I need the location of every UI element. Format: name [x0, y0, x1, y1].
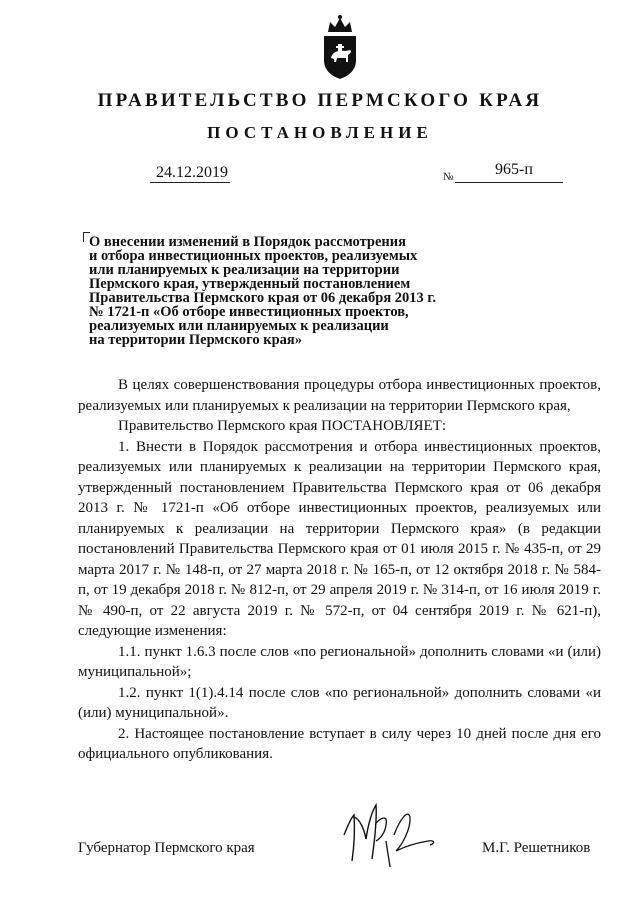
preamble-paragraph: В целях совершенствования процедуры отбора инвестиционных проектов, реализуемых или планируемых к реализации на территории Пермского края, [78, 377, 601, 414]
coat-of-arms-icon [318, 14, 362, 80]
document-number: 965-п [495, 161, 533, 178]
clause-1-paragraph: 1. Внести в Порядок рассмотрения и отбора инвестиционных проектов, реализуемых или планируемых к реализации на территории Пермского края, утвержденный постановлением Правительства Пермского края от 06 декабря 2013 г. № 1721-п «Об отборе инвестиционных проектов, реализуемых или планируемых к реализации на территории Пермского края» (в редакции постановлений Правительства Пермского края от 01 июля 2015 г. № 435-п, от 29 марта 2017 г. № 148-п, от 27 марта 2018 г. № 165-п, от 12 октября 2018 г. № 584-п, от 19 декабря 2018 г. № 812-п, от 29 апреля 2019 г. № 314-п, от 16 июля 2019 г. № 490-п, от 22 августа 2019 г. № 572-п, от 04 сентября 2019 г. № 621-п), следующие изменения: [78, 438, 601, 639]
government-title: ПРАВИТЕЛЬСТВО ПЕРМСКОГО КРАЯ [97, 90, 543, 111]
subject-line: и отбора инвестиционных проектов, реализуемых [89, 248, 418, 264]
document-subject [89, 235, 489, 347]
signer-name: М.Г. Решетников [482, 840, 591, 856]
document-date: 24.12.2019 [156, 164, 228, 181]
document-type: ПОСТАНОВЛЕНИЕ [207, 123, 433, 142]
subject-line: О внесении изменений в Порядок рассмотрения [89, 234, 406, 250]
clause-1-2-paragraph: 1.2. пункт 1(1).4.14 после слов «по региональной» дополнить словами «и (или) муниципальной». [78, 684, 601, 721]
document-body [78, 375, 601, 765]
date-underline [150, 182, 230, 183]
subject-line: Правительства Пермского края от 06 декабря 2013 г. [89, 290, 436, 306]
subject-line: № 1721-п «Об отборе инвестиционных проектов, [89, 304, 409, 320]
signer-position: Губернатор Пермского края [78, 840, 255, 856]
handwritten-signature-icon [330, 795, 450, 870]
subject-line: или планируемых к реализации на территории [89, 262, 400, 278]
subject-line: на территории Пермского края» [89, 332, 302, 348]
number-underline [455, 182, 563, 183]
subject-line: реализуемых или планируемых к реализации [89, 318, 389, 334]
subject-line: Пермского края, утвержденный постановлением [89, 276, 411, 292]
number-sign: № [443, 171, 454, 183]
clause-2-paragraph: 2. Настоящее постановление вступает в силу через 10 дней после дня его официального опубликования. [78, 725, 601, 762]
clause-1-1-paragraph: 1.1. пункт 1.6.3 после слов «по региональной» дополнить словами «и (или) муниципальной»; [78, 643, 601, 680]
resolution-paragraph: Правительство Пермского края ПОСТАНОВЛЯЕТ: [118, 418, 447, 434]
